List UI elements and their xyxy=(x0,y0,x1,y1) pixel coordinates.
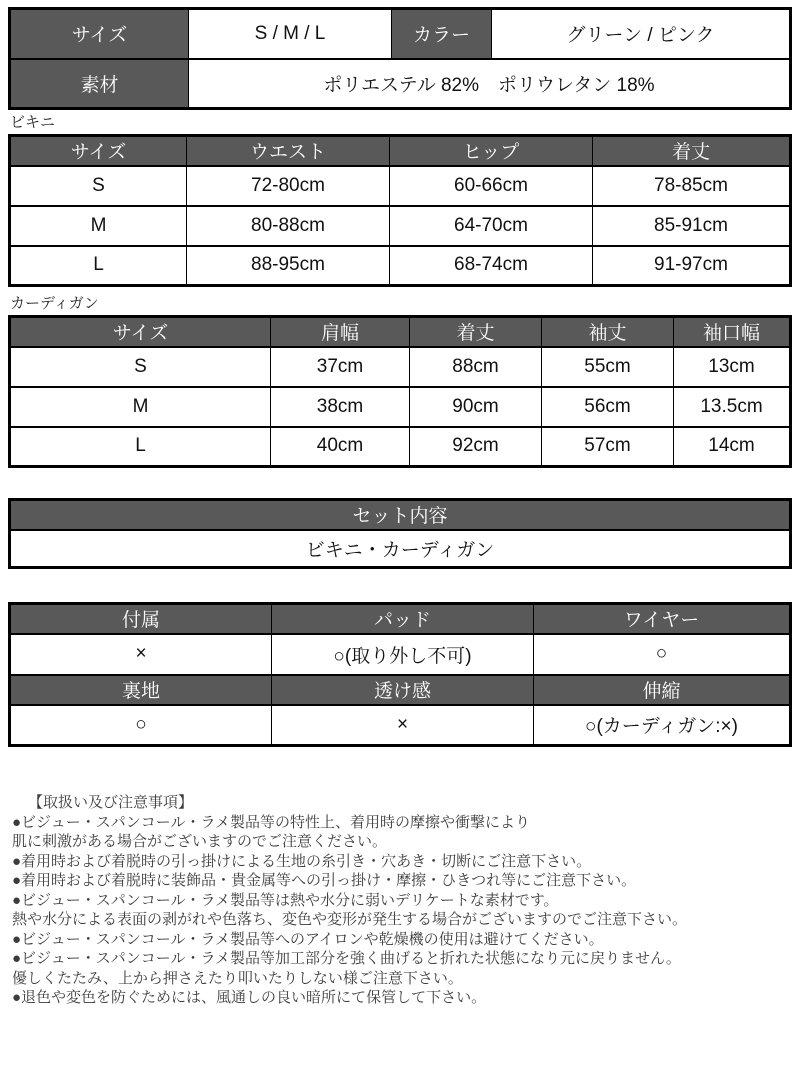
care-note-line: ●ビジュー・スパンコール・ラメ製品等加工部分を強く曲げると折れた状態になり元に戻りません。 xyxy=(12,950,681,967)
cardigan-cell: 55cm xyxy=(542,347,674,387)
cardigan-cell: 38cm xyxy=(271,387,410,427)
bikini-header-hip: ヒップ xyxy=(390,136,593,166)
bikini-cell: 85-91cm xyxy=(593,206,791,246)
care-note-line: ●着用時および着脱時の引っ掛けによる生地の糸引き・穴あき・切断にご注意下さい。 xyxy=(12,852,592,870)
care-note-line: ●退色や変色を防ぐためには、風通しの良い暗所にて保管して下さい。 xyxy=(12,989,487,1006)
attr-header-wire: ワイヤー xyxy=(534,604,791,634)
care-note-line: 熱や水分による表面の剥がれや色落ち、変色や変形が発生する場合がございますのでご注意下さい。 xyxy=(12,911,688,928)
bikini-cell: 88-95cm xyxy=(187,246,390,286)
care-note-line: ●ビジュー・スパンコール・ラメ製品等へのアイロンや乾燥機の使用は避けてください。 xyxy=(12,930,604,948)
attr-header-accessory: 付属 xyxy=(10,604,272,634)
set-contents-table xyxy=(8,498,792,569)
table-row xyxy=(10,166,791,206)
bikini-cell: 72-80cm xyxy=(187,166,390,206)
bikini-size-table xyxy=(8,134,792,287)
attr-value-pad: ○(取り外し不可) xyxy=(272,634,534,675)
cardigan-cell: 90cm xyxy=(410,387,542,427)
attr-header-lining: 裏地 xyxy=(10,675,272,705)
attr-value-stretch: ○(カーディガン:×) xyxy=(534,705,791,746)
bikini-header-length: 着丈 xyxy=(593,136,791,166)
bikini-header-size: サイズ xyxy=(10,136,187,166)
set-contents-header: セット内容 xyxy=(10,500,791,530)
cardigan-cell: S xyxy=(10,347,271,387)
cardigan-header-shoulder: 肩幅 xyxy=(271,317,410,347)
bikini-cell: 80-88cm xyxy=(187,206,390,246)
care-note-line: ●ビジュー・スパンコール・ラメ製品等は熱や水分に弱いデリケートな素材です。 xyxy=(12,891,559,909)
table-row xyxy=(10,246,791,286)
attributes-table xyxy=(8,602,792,747)
table-row xyxy=(10,347,791,387)
attr-value-lining: ○ xyxy=(10,705,272,746)
cardigan-cell: 13.5cm xyxy=(674,387,791,427)
care-notes-title: 【取扱い及び注意事項】 xyxy=(28,794,194,811)
bikini-cell: 91-97cm xyxy=(593,246,791,286)
cardigan-cell: M xyxy=(10,387,271,427)
cardigan-header-length: 着丈 xyxy=(410,317,542,347)
cardigan-header-sleeve: 袖丈 xyxy=(542,317,674,347)
cardigan-cell: 57cm xyxy=(542,427,674,467)
cardigan-cell: 13cm xyxy=(674,347,791,387)
attr-value-accessory: × xyxy=(10,634,272,675)
bikini-cell: 68-74cm xyxy=(390,246,593,286)
material-label-cell: 素材 xyxy=(10,59,189,109)
care-note-line: ●着用時および着脱時に装飾品・貴金属等への引っ掛け・摩擦・ひきつれ等にご注意下さい。 xyxy=(12,872,637,889)
bikini-cell: 64-70cm xyxy=(390,206,593,246)
bikini-cell: S xyxy=(10,166,187,206)
cardigan-cell: 14cm xyxy=(674,427,791,467)
table-row xyxy=(10,387,791,427)
care-notes xyxy=(8,793,792,1008)
cardigan-cell: 92cm xyxy=(410,427,542,467)
cardigan-cell: 37cm xyxy=(271,347,410,387)
attr-value-sheerness: × xyxy=(272,705,534,746)
cardigan-cell: 40cm xyxy=(271,427,410,467)
bikini-cell: L xyxy=(10,246,187,286)
section-label-cardigan: カーディガン xyxy=(10,295,99,312)
care-note-line: ●ビジュー・スパンコール・ラメ製品等の特性上、着用時の摩擦や衝撃により xyxy=(12,813,531,831)
bikini-cell: M xyxy=(10,206,187,246)
set-contents-value: ビキニ・カーディガン xyxy=(10,530,791,568)
cardigan-cell: 56cm xyxy=(542,387,674,427)
cardigan-header-cuff: 袖口幅 xyxy=(674,317,791,347)
cardigan-cell: 88cm xyxy=(410,347,542,387)
color-value-cell: グリーン / ピンク xyxy=(492,9,791,59)
care-note-line: 肌に刺激がある場合がございますのでご注意ください。 xyxy=(12,833,388,850)
size-label-cell: サイズ xyxy=(10,9,189,59)
attr-header-stretch: 伸縮 xyxy=(534,675,791,705)
section-label-bikini: ビキニ xyxy=(10,114,56,131)
bikini-header-waist: ウエスト xyxy=(187,136,390,166)
color-label-cell: カラー xyxy=(392,9,492,59)
cardigan-cell: L xyxy=(10,427,271,467)
bikini-cell: 78-85cm xyxy=(593,166,791,206)
attr-value-wire: ○ xyxy=(534,634,791,675)
info-table xyxy=(8,7,792,110)
care-note-line: 優しくたたみ、上から押さえたり叩いたりしない様ご注意下さい。 xyxy=(12,969,463,987)
cardigan-header-size: サイズ xyxy=(10,317,271,347)
table-row xyxy=(10,206,791,246)
material-value-cell: ポリエステル 82% ポリウレタン 18% xyxy=(189,59,791,109)
cardigan-size-table xyxy=(8,315,792,468)
bikini-cell: 60-66cm xyxy=(390,166,593,206)
attr-header-sheerness: 透け感 xyxy=(272,675,534,705)
table-row xyxy=(10,427,791,467)
size-value-cell: S / M / L xyxy=(189,9,392,59)
attr-header-pad: パッド xyxy=(272,604,534,634)
